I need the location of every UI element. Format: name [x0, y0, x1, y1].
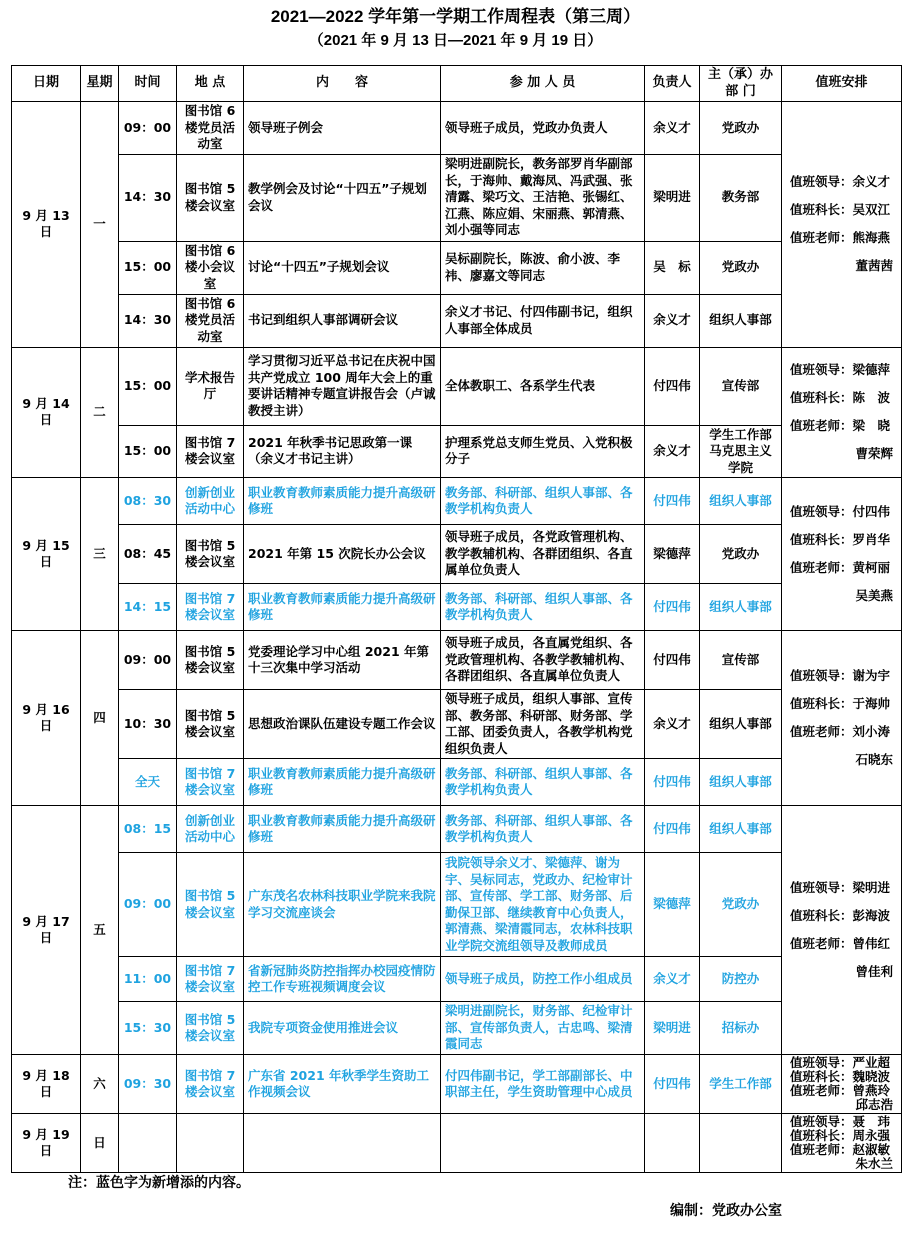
content-cell: 职业教育教师素质能力提升高级研修班	[244, 478, 441, 525]
duty-teacher: 值班老师：黄柯丽	[790, 560, 891, 575]
duty-teacher: 值班老师：梁 晓	[790, 418, 891, 434]
table-row	[12, 1114, 902, 1173]
time-cell: 15：30	[119, 1002, 177, 1055]
participants-cell: 领导班子成员，各党政管理机构、教学教辅机构、各群团组织、各直属单位负责人	[441, 525, 645, 584]
place-cell: 图书馆 7 楼会议室	[177, 957, 244, 1002]
owner-cell: 付四伟	[645, 759, 700, 806]
time-cell: 09：00	[119, 631, 177, 690]
time-cell: 全天	[119, 759, 177, 806]
duty-leader: 值班领导：聂 玮	[790, 1114, 891, 1129]
dept-cell: 党政办	[700, 102, 782, 155]
table-row	[12, 154, 902, 241]
table-row	[12, 853, 902, 957]
content-cell: 讨论“十四五”子规划会议	[244, 241, 441, 294]
owner-cell: 付四伟	[645, 478, 700, 525]
time-cell: 08：15	[119, 806, 177, 853]
owner-cell: 吴 标	[645, 241, 700, 294]
date-cell: 9 月 15 日	[12, 478, 81, 631]
participants-cell: 梁明进副院长，教务部罗肖华副部长，于海帅、戴海凤、冯武强、张清露、梁巧文、王洁艳、张锡红、江燕、陈应娟、宋丽燕、郭清燕、刘小强等同志	[441, 154, 645, 241]
content-cell: 广东茂名农林科技职业学院来我院学习交流座谈会	[244, 853, 441, 957]
weekday-cell: 三	[81, 478, 119, 631]
duty-teacher: 值班老师：熊海燕	[790, 230, 891, 246]
weekday-cell: 四	[81, 631, 119, 806]
weekly-schedule-table	[11, 65, 902, 1173]
time-cell: 15：00	[119, 347, 177, 425]
participants-cell: 教务部、科研部、组织人事部、各教学机构负责人	[441, 759, 645, 806]
dept-cell: 学生工作部 马克思主义学院	[700, 425, 782, 478]
participants-cell: 我院领导余义才、梁德萍、谢为宇、吴标同志，党政办、纪检审计部、宣传部、学工部、财务部、后勤保卫部、继续教育中心负责人，郭清燕、梁清霞同志，农林科技职业学院交流组领导及教师成员	[441, 853, 645, 957]
dept-cell: 党政办	[700, 853, 782, 957]
date-cell: 9 月 13 日	[12, 102, 81, 348]
table-row	[12, 241, 902, 294]
content-cell	[244, 1114, 441, 1173]
table-header-row	[12, 66, 902, 102]
duty-teacher-2: 曾佳利	[855, 964, 893, 979]
col-header-duty: 值班安排	[782, 66, 902, 102]
participants-cell: 吴标副院长，陈波、俞小波、李祎、廖嘉文等同志	[441, 241, 645, 294]
place-cell: 图书馆 5 楼会议室	[177, 631, 244, 690]
table-row	[12, 102, 902, 155]
page-title: 2021—2022 学年第一学期工作周程表（第三周）	[270, 7, 641, 26]
participants-cell: 领导班子成员，组织人事部、宣传部、教务部、科研部、财务部、学工部、团委负责人，各教学机构党组织负责人	[441, 690, 645, 759]
col-header-participants: 参 加 人 员	[441, 66, 645, 102]
owner-cell: 付四伟	[645, 806, 700, 853]
content-cell: 书记到组织人事部调研会议	[244, 294, 441, 347]
place-cell: 图书馆 7 楼会议室	[177, 1055, 244, 1114]
date-cell: 9 月 14 日	[12, 347, 81, 478]
dept-cell: 教务部	[700, 154, 782, 241]
content-cell: 党委理论学习中心组 2021 年第十三次集中学习活动	[244, 631, 441, 690]
col-header-dept: 主（承）办部 门	[700, 66, 782, 102]
time-cell: 14：15	[119, 584, 177, 631]
content-cell: 领导班子例会	[244, 102, 441, 155]
place-cell: 图书馆 6 楼党员活动室	[177, 294, 244, 347]
participants-cell: 领导班子成员，防控工作小组成员	[441, 957, 645, 1002]
duty-teacher: 值班老师：赵淑敏	[790, 1142, 891, 1157]
duty-leader: 值班领导：梁明进	[790, 880, 891, 895]
place-cell: 图书馆 7 楼会议室	[177, 584, 244, 631]
participants-cell: 护理系党总支师生党员、入党积极分子	[441, 425, 645, 478]
time-cell: 09：00	[119, 102, 177, 155]
table-row	[12, 294, 902, 347]
time-cell: 08：30	[119, 478, 177, 525]
duty-chief: 值班科长：彭海波	[790, 908, 891, 923]
duty-teacher-2: 吴美燕	[855, 588, 893, 603]
duty-chief: 值班科长：吴双江	[790, 202, 891, 218]
content-cell: 2021 年秋季书记思政第一课（余义才书记主讲）	[244, 425, 441, 478]
duty-chief: 值班科长：周永强	[790, 1128, 891, 1143]
time-cell: 08：45	[119, 525, 177, 584]
content-cell: 省新冠肺炎防控指挥办校园疫情防控工作专班视频调度会议	[244, 957, 441, 1002]
duty-arrangement-cell	[782, 1055, 902, 1114]
date-cell: 9 月 18 日	[12, 1055, 81, 1114]
table-row	[12, 478, 902, 525]
owner-cell: 付四伟	[645, 347, 700, 425]
time-cell	[119, 1114, 177, 1173]
duty-arrangement-cell	[782, 102, 902, 348]
duty-leader: 值班领导：付四伟	[790, 504, 891, 519]
table-row	[12, 1002, 902, 1055]
time-cell: 09：30	[119, 1055, 177, 1114]
duty-arrangement-cell	[782, 1114, 902, 1173]
date-range-subtitle: （2021 年 9 月 13 日—2021 年 9 月 19 日）	[308, 32, 603, 49]
table-row	[12, 525, 902, 584]
participants-cell: 领导班子成员，各直属党组织、各党政管理机构、各教学教辅机构、各群团组织、各直属单位负责人	[441, 631, 645, 690]
table-row	[12, 690, 902, 759]
dept-cell: 组织人事部	[700, 294, 782, 347]
duty-teacher-2: 石晓东	[855, 752, 893, 767]
owner-cell: 余义才	[645, 102, 700, 155]
content-cell: 职业教育教师素质能力提升高级研修班	[244, 806, 441, 853]
duty-chief: 值班科长：陈 波	[790, 390, 891, 406]
owner-cell: 梁明进	[645, 154, 700, 241]
place-cell: 图书馆 5 楼会议室	[177, 853, 244, 957]
duty-arrangement-cell	[782, 631, 902, 806]
place-cell: 图书馆 5 楼会议室	[177, 525, 244, 584]
owner-cell: 付四伟	[645, 584, 700, 631]
duty-leader: 值班领导：谢为宇	[790, 668, 891, 683]
content-cell: 广东省 2021 年秋季学生资助工作视频会议	[244, 1055, 441, 1114]
duty-chief: 值班科长：于海帅	[790, 696, 891, 711]
dept-cell	[700, 1114, 782, 1173]
time-cell: 09：00	[119, 853, 177, 957]
dept-cell: 组织人事部	[700, 690, 782, 759]
table-row	[12, 584, 902, 631]
time-cell: 15：00	[119, 241, 177, 294]
time-cell: 15：00	[119, 425, 177, 478]
owner-cell: 余义才	[645, 425, 700, 478]
place-cell: 学术报告厅	[177, 347, 244, 425]
place-cell: 图书馆 7 楼会议室	[177, 759, 244, 806]
weekday-cell: 二	[81, 347, 119, 478]
owner-cell: 余义才	[645, 690, 700, 759]
duty-teacher: 值班老师：曾伟红	[790, 936, 891, 951]
place-cell: 图书馆 6 楼小会议室	[177, 241, 244, 294]
content-cell: 2021 年第 15 次院长办公会议	[244, 525, 441, 584]
dept-cell: 宣传部	[700, 347, 782, 425]
participants-cell: 余义才书记、付四伟副书记，组织人事部全体成员	[441, 294, 645, 347]
participants-cell: 梁明进副院长，财务部、纪检审计部、宣传部负责人，古忠鸣、梁清霞同志	[441, 1002, 645, 1055]
date-cell: 9 月 16 日	[12, 631, 81, 806]
table-row	[12, 806, 902, 853]
footer-editor: 编制：党政办公室	[670, 1202, 782, 1218]
content-cell: 职业教育教师素质能力提升高级研修班	[244, 759, 441, 806]
time-cell: 14：30	[119, 294, 177, 347]
duty-arrangement-cell	[782, 806, 902, 1055]
duty-teacher-2: 曹荣辉	[855, 446, 893, 462]
table-row	[12, 425, 902, 478]
table-row	[12, 347, 902, 425]
time-cell: 11：00	[119, 957, 177, 1002]
participants-cell	[441, 1114, 645, 1173]
duty-teacher: 值班老师：刘小涛	[790, 724, 891, 739]
time-cell: 14：30	[119, 154, 177, 241]
col-header-weekday: 星期	[81, 66, 119, 102]
dept-cell: 党政办	[700, 525, 782, 584]
weekday-cell: 日	[81, 1114, 119, 1173]
table-row	[12, 1055, 902, 1114]
duty-chief: 值班科长：魏晓波	[790, 1069, 891, 1084]
duty-leader: 值班领导：严业超	[790, 1055, 891, 1070]
owner-cell: 付四伟	[645, 1055, 700, 1114]
owner-cell: 梁德萍	[645, 525, 700, 584]
dept-cell: 组织人事部	[700, 806, 782, 853]
date-cell: 9 月 19 日	[12, 1114, 81, 1173]
owner-cell	[645, 1114, 700, 1173]
dept-cell: 防控办	[700, 957, 782, 1002]
place-cell: 图书馆 5 楼会议室	[177, 1002, 244, 1055]
content-cell: 我院专项资金使用推进会议	[244, 1002, 441, 1055]
place-cell: 图书馆 5 楼会议室	[177, 690, 244, 759]
place-cell: 图书馆 6 楼党员活动室	[177, 102, 244, 155]
owner-cell: 余义才	[645, 957, 700, 1002]
content-cell: 职业教育教师素质能力提升高级研修班	[244, 584, 441, 631]
participants-cell: 教务部、科研部、组织人事部、各教学机构负责人	[441, 584, 645, 631]
duty-teacher-2: 邱志浩	[855, 1097, 893, 1112]
weekday-cell: 一	[81, 102, 119, 348]
table-row	[12, 957, 902, 1002]
owner-cell: 余义才	[645, 294, 700, 347]
table-row	[12, 759, 902, 806]
participants-cell: 付四伟副书记，学工部副部长、中职部主任，学生资助管理中心成员	[441, 1055, 645, 1114]
col-header-place: 地 点	[177, 66, 244, 102]
participants-cell: 领导班子成员，党政办负责人	[441, 102, 645, 155]
date-cell: 9 月 17 日	[12, 806, 81, 1055]
duty-teacher-2: 董茜茜	[855, 258, 893, 274]
place-cell	[177, 1114, 244, 1173]
owner-cell: 梁明进	[645, 1002, 700, 1055]
place-cell: 创新创业活动中心	[177, 806, 244, 853]
dept-cell: 宣传部	[700, 631, 782, 690]
dept-cell: 组织人事部	[700, 759, 782, 806]
participants-cell: 全体教职工、各系学生代表	[441, 347, 645, 425]
content-cell: 教学例会及讨论“十四五”子规划会议	[244, 154, 441, 241]
col-header-content: 内 容	[244, 66, 441, 102]
place-cell: 创新创业活动中心	[177, 478, 244, 525]
dept-cell: 组织人事部	[700, 584, 782, 631]
table-row	[12, 631, 902, 690]
duty-teacher: 值班老师：曾燕玲	[790, 1083, 891, 1098]
footer-note: 注：蓝色字为新增添的内容。	[68, 1174, 250, 1190]
duty-teacher-2: 朱水兰	[855, 1156, 893, 1171]
col-header-time: 时间	[119, 66, 177, 102]
dept-cell: 招标办	[700, 1002, 782, 1055]
duty-arrangement-cell	[782, 347, 902, 478]
dept-cell: 组织人事部	[700, 478, 782, 525]
content-cell: 学习贯彻习近平总书记在庆祝中国共产党成立 100 周年大会上的重要讲话精神专题宣讲报告会（卢诚教授主讲）	[244, 347, 441, 425]
duty-leader: 值班领导：余义才	[790, 174, 891, 190]
place-cell: 图书馆 7 楼会议室	[177, 425, 244, 478]
time-cell: 10：30	[119, 690, 177, 759]
weekday-cell: 五	[81, 806, 119, 1055]
duty-arrangement-cell	[782, 478, 902, 631]
dept-cell: 党政办	[700, 241, 782, 294]
owner-cell: 梁德萍	[645, 853, 700, 957]
col-header-date: 日期	[12, 66, 81, 102]
owner-cell: 付四伟	[645, 631, 700, 690]
participants-cell: 教务部、科研部、组织人事部、各教学机构负责人	[441, 478, 645, 525]
place-cell: 图书馆 5 楼会议室	[177, 154, 244, 241]
col-header-owner: 负责人	[645, 66, 700, 102]
duty-chief: 值班科长：罗肖华	[790, 532, 891, 547]
participants-cell: 教务部、科研部、组织人事部、各教学机构负责人	[441, 806, 645, 853]
duty-leader: 值班领导：梁德萍	[790, 362, 891, 378]
weekday-cell: 六	[81, 1055, 119, 1114]
content-cell: 思想政治课队伍建设专题工作会议	[244, 690, 441, 759]
dept-cell: 学生工作部	[700, 1055, 782, 1114]
